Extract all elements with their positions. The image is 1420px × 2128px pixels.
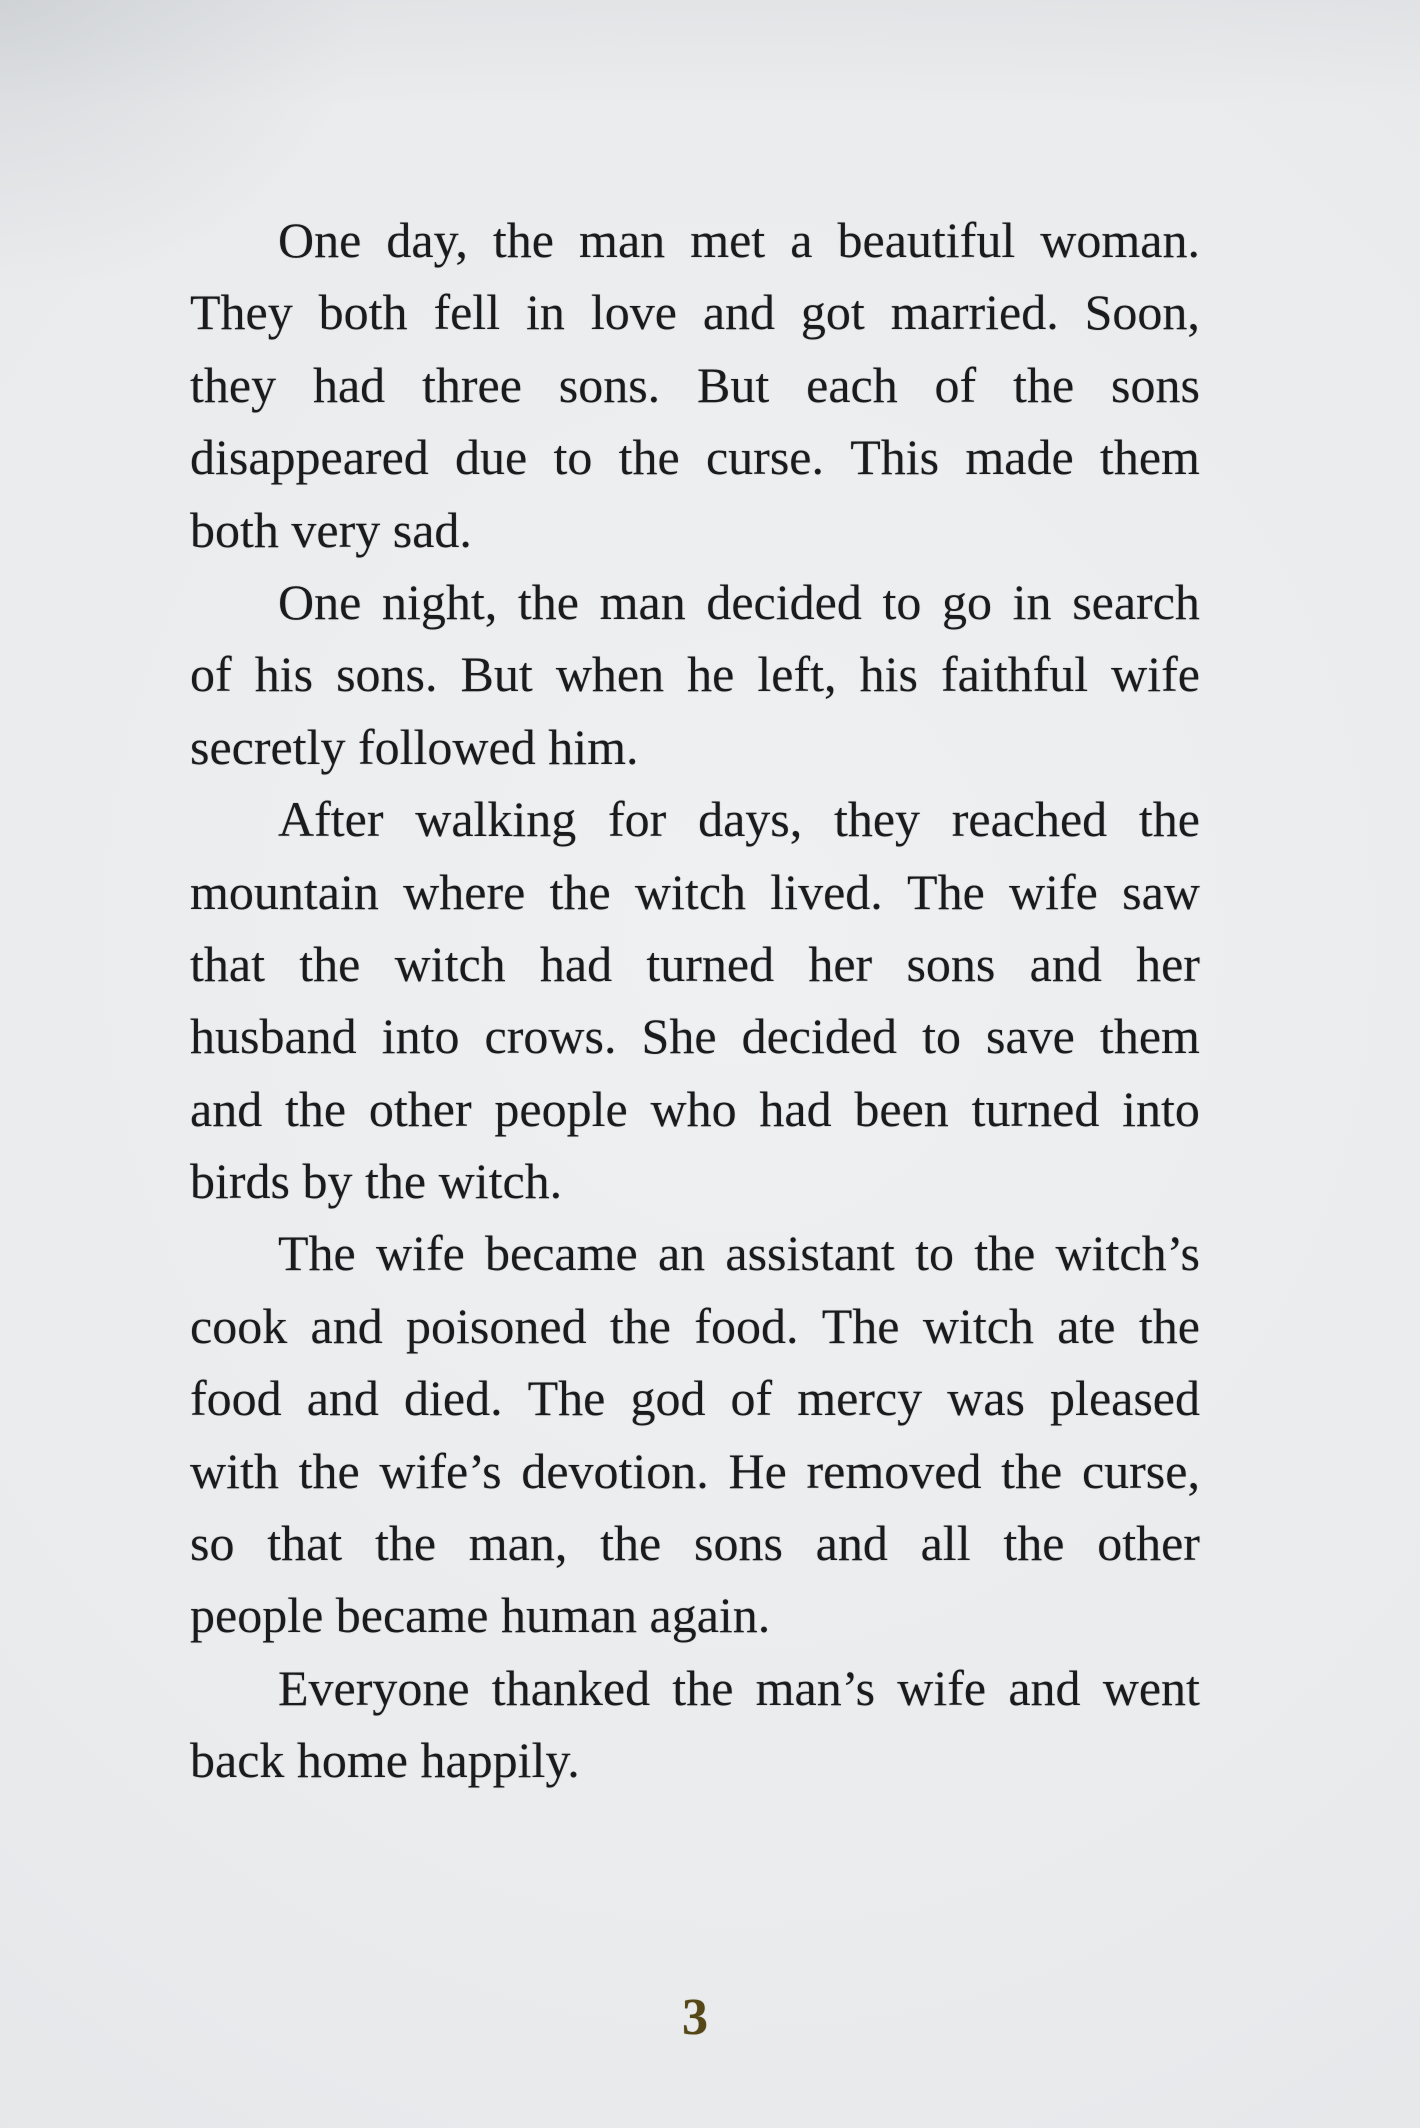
word: mercy — [797, 1370, 923, 1427]
text-line: secretly followed him. — [190, 718, 639, 775]
word: married. — [890, 284, 1059, 341]
word: woman. — [1040, 212, 1200, 268]
word: removed — [806, 1442, 982, 1499]
word: and — [310, 1297, 383, 1354]
word: turned — [971, 1080, 1100, 1137]
paragraph — [190, 1652, 1200, 1797]
word: to — [922, 1008, 961, 1065]
word: the — [285, 1080, 347, 1137]
word: got — [800, 284, 865, 341]
word: They — [190, 284, 293, 341]
word: all — [920, 1515, 971, 1572]
word: and — [815, 1515, 888, 1572]
word: wife — [897, 1659, 987, 1716]
word: man — [579, 212, 666, 268]
word: wife — [375, 1225, 465, 1282]
word: her — [808, 935, 873, 992]
word: and — [702, 284, 776, 341]
word: and — [306, 1370, 379, 1427]
word: poisoned — [406, 1297, 587, 1354]
word: thanked — [491, 1659, 651, 1716]
word: them — [1099, 1008, 1200, 1065]
word: fell — [433, 284, 501, 341]
word: three — [421, 356, 522, 413]
word: disappeared — [190, 429, 429, 486]
word: the — [298, 1442, 360, 1499]
word: due — [455, 429, 528, 486]
word: the — [974, 1225, 1036, 1282]
paragraph — [190, 1217, 1200, 1651]
word: to — [915, 1225, 954, 1282]
word: other — [1097, 1515, 1200, 1572]
text-line — [190, 856, 1200, 928]
text-line — [190, 276, 1200, 348]
word: the — [299, 935, 361, 992]
text-line — [190, 1362, 1200, 1434]
text-line — [190, 1073, 1200, 1145]
word: sons. — [336, 646, 438, 703]
word: lived. — [770, 863, 883, 920]
word: One — [278, 573, 362, 630]
text-line — [190, 349, 1200, 421]
word: the — [1001, 1442, 1063, 1499]
word: search — [1072, 573, 1200, 630]
word: to — [882, 573, 922, 630]
paragraph — [190, 566, 1200, 783]
word: went — [1102, 1659, 1200, 1716]
story-text — [190, 204, 1200, 1797]
word: the — [517, 573, 579, 630]
text-line — [190, 638, 1200, 710]
word: they — [833, 791, 921, 848]
word: an — [657, 1225, 706, 1282]
word: wife — [1009, 863, 1098, 920]
word: The — [278, 1225, 356, 1282]
word: The — [821, 1297, 900, 1354]
word: Everyone — [278, 1659, 470, 1716]
word: the — [549, 863, 611, 920]
word: go — [942, 573, 993, 630]
word: her — [1136, 935, 1200, 992]
word: into — [381, 1008, 460, 1065]
word: he — [687, 646, 735, 703]
word: both — [318, 284, 408, 341]
word: curse, — [1081, 1442, 1200, 1499]
word: of — [730, 1370, 773, 1427]
word: sons — [1110, 356, 1200, 413]
word: But — [697, 356, 770, 413]
word: met — [690, 212, 766, 268]
word: decided — [706, 573, 862, 630]
text-line — [190, 421, 1200, 493]
word: they — [190, 356, 277, 413]
word: husband — [190, 1008, 357, 1065]
word: This — [850, 429, 940, 486]
word: died. — [403, 1370, 503, 1427]
word: other — [368, 1080, 472, 1137]
word: of — [934, 356, 977, 413]
word: cook — [190, 1297, 288, 1354]
word: witch — [634, 863, 747, 920]
word: became — [485, 1225, 638, 1282]
word: day, — [386, 212, 468, 268]
word: crows. — [484, 1008, 617, 1065]
text-line — [190, 1217, 1200, 1289]
word: She — [641, 1008, 717, 1065]
word: the — [374, 1515, 437, 1572]
word: the — [618, 429, 680, 486]
word: man’s — [755, 1659, 876, 1716]
text-line: people became human again. — [190, 1587, 771, 1644]
word: into — [1122, 1080, 1200, 1137]
paragraph — [190, 783, 1200, 1217]
word: them — [1099, 429, 1200, 486]
word: days, — [698, 791, 803, 848]
word: the — [672, 1659, 734, 1716]
word: saw — [1122, 863, 1200, 920]
text-line: back home happily. — [190, 1732, 580, 1789]
word: save — [986, 1008, 1075, 1065]
word: the — [600, 1515, 662, 1572]
word: and — [190, 1080, 263, 1137]
word: his — [254, 646, 314, 703]
word: made — [965, 429, 1074, 486]
word: sons — [906, 935, 996, 992]
word: the — [492, 212, 554, 268]
word: beautiful — [837, 212, 1016, 268]
word: The — [907, 863, 985, 920]
word: sons — [693, 1515, 783, 1572]
text-line — [190, 204, 1200, 276]
word: food. — [694, 1297, 799, 1354]
word: ate — [1057, 1297, 1116, 1354]
word: curse. — [705, 429, 824, 486]
word: had — [539, 935, 613, 992]
word: the — [609, 1297, 671, 1354]
word: god — [630, 1370, 706, 1427]
text-line — [190, 1290, 1200, 1362]
text-line — [190, 783, 1200, 855]
text-line — [190, 1000, 1200, 1072]
word: walking — [415, 791, 577, 848]
text-line — [190, 928, 1200, 1000]
word: of — [190, 646, 232, 703]
word: But — [460, 646, 533, 703]
word: the — [1138, 1297, 1200, 1354]
word: One — [278, 212, 362, 268]
word: a — [790, 212, 813, 268]
word: the — [1003, 1515, 1065, 1572]
word: his — [859, 646, 918, 703]
word: with — [190, 1442, 279, 1499]
word: wife’s — [379, 1442, 502, 1499]
word: and — [1008, 1659, 1081, 1716]
word: man, — [468, 1515, 568, 1572]
text-line — [190, 1435, 1200, 1507]
word: the — [1138, 791, 1200, 848]
word: love — [590, 284, 677, 341]
word: man — [599, 573, 686, 630]
word: that — [190, 935, 265, 992]
text-line — [190, 1652, 1200, 1724]
word: where — [403, 863, 526, 920]
word: witch’s — [1055, 1225, 1200, 1282]
word: pleased — [1050, 1370, 1200, 1427]
word: mountain — [190, 863, 379, 920]
word: food — [190, 1370, 282, 1427]
word: sons. — [558, 356, 661, 413]
word: The — [527, 1370, 606, 1427]
word: and — [1029, 935, 1102, 992]
word: Soon, — [1084, 284, 1200, 341]
word: night, — [381, 573, 498, 630]
page-number: 3 — [682, 1989, 708, 2046]
word: people — [494, 1080, 628, 1137]
word: decided — [741, 1008, 898, 1065]
word: each — [806, 356, 898, 413]
word: that — [267, 1515, 343, 1572]
word: witch — [394, 935, 506, 992]
word: in — [526, 284, 565, 341]
word: was — [947, 1370, 1025, 1427]
text-line: birds by the witch. — [190, 1153, 563, 1210]
word: He — [728, 1442, 787, 1499]
word: left, — [757, 646, 837, 703]
word: the — [1013, 356, 1075, 413]
word: faithful — [940, 646, 1089, 703]
text-line — [190, 1507, 1200, 1579]
word: wife — [1111, 646, 1200, 703]
word: After — [278, 791, 384, 848]
paragraph — [190, 204, 1200, 566]
word: been — [854, 1080, 949, 1137]
word: devotion. — [521, 1442, 709, 1499]
word: when — [555, 646, 665, 703]
word: to — [553, 429, 593, 486]
word: assistant — [725, 1225, 895, 1282]
word: reached — [951, 791, 1108, 848]
text-line — [190, 566, 1200, 638]
word: in — [1012, 573, 1052, 630]
word: who — [650, 1080, 737, 1137]
text-line: both very sad. — [190, 501, 472, 558]
word: had — [759, 1080, 832, 1137]
word: so — [190, 1515, 235, 1572]
word: for — [608, 791, 667, 848]
word: turned — [646, 935, 775, 992]
word: had — [312, 356, 386, 413]
word: witch — [922, 1297, 1034, 1354]
